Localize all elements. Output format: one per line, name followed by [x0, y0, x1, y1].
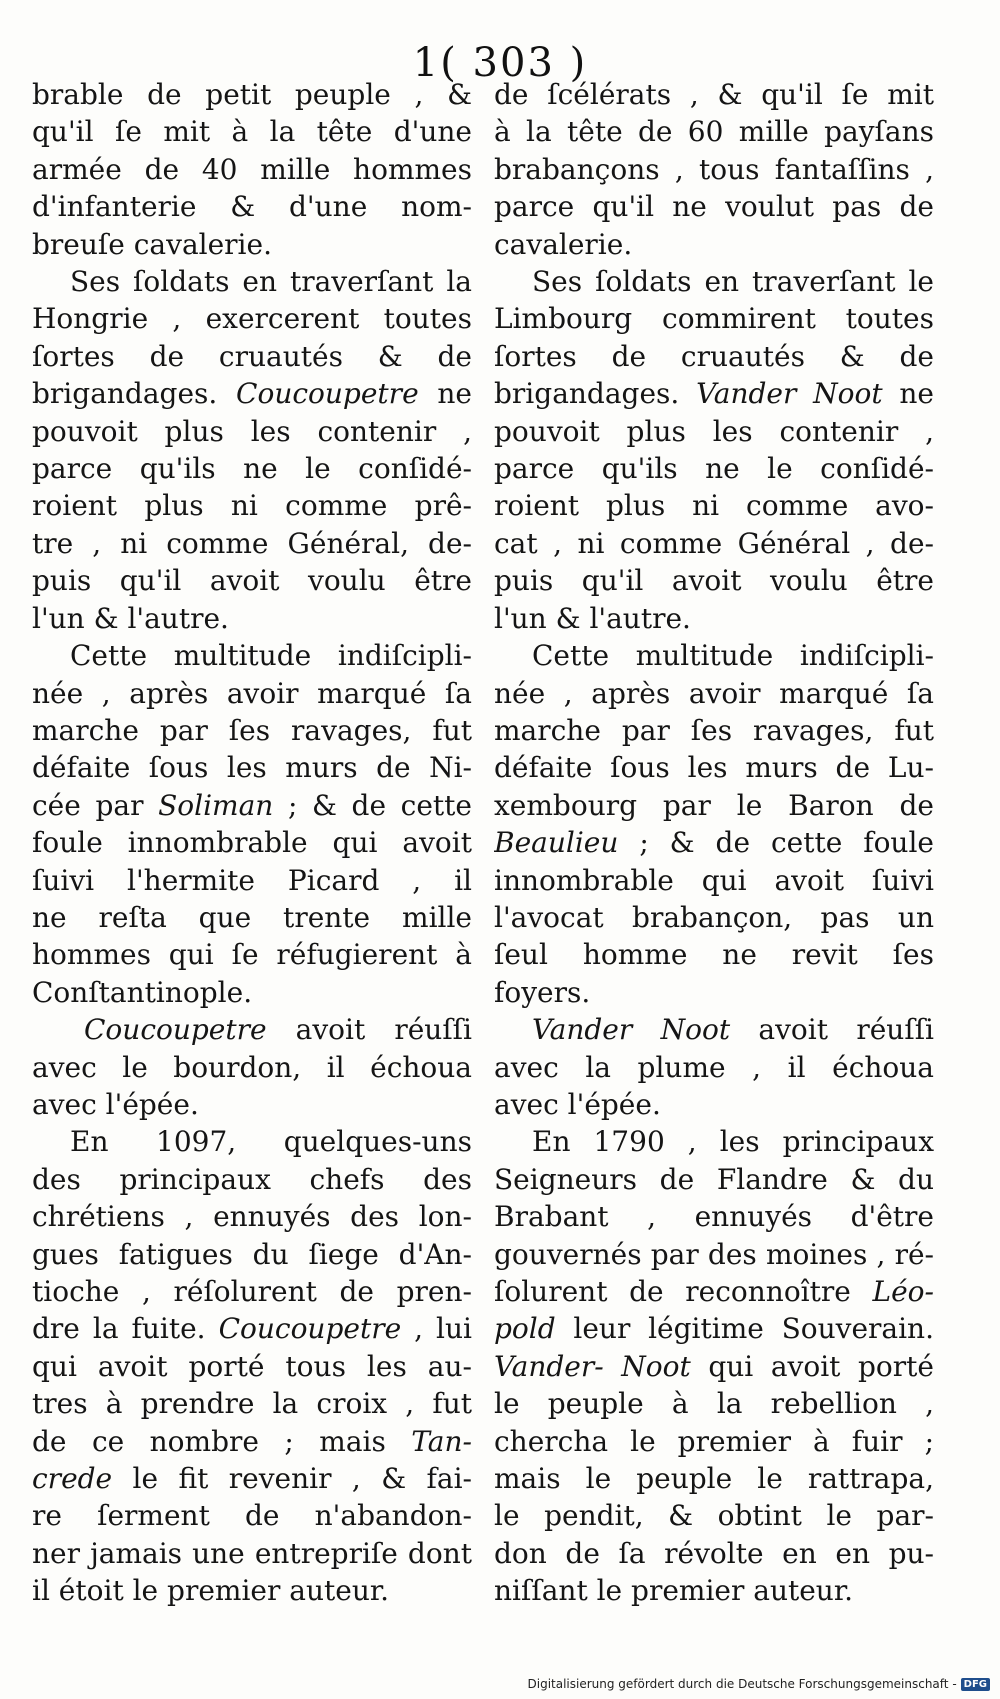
- text-line: roient plus ni comme prê-: [32, 489, 472, 523]
- text-line: ſeul homme ne revit ſes: [494, 938, 934, 972]
- text-line: le pendit, & obtint le par-: [494, 1499, 934, 1533]
- footer: [528, 1677, 991, 1691]
- paragraph: [494, 1123, 934, 1609]
- text-line: brigandages. Coucoupetre ne: [32, 377, 472, 411]
- text-line: défaite ſous les murs de Ni-: [32, 751, 472, 785]
- text-line: Ses ſoldats en traverſant le: [532, 265, 934, 299]
- text-line: innombrable qui avoit ſuivi: [494, 863, 934, 897]
- text-line: ſolurent de reconnoître Léo-: [494, 1275, 934, 1308]
- text-line: Brabant , ennuyés d'être: [494, 1200, 934, 1234]
- text-line: l'un & l'autre.: [32, 601, 229, 635]
- text-line: pouvoit plus les contenir ,: [32, 414, 472, 448]
- text-line: don de ſa révolte en en pu-: [494, 1536, 934, 1570]
- text-line: défaite ſous les murs de Lu-: [494, 751, 934, 785]
- text-line: ne reſta que trente mille: [32, 900, 472, 934]
- text-line: Vander- Noot qui avoit porté: [494, 1349, 934, 1383]
- text-line: marche par ſes ravages, fut: [32, 713, 472, 747]
- paragraph: [32, 76, 472, 263]
- text-line: xembourg par le Baron de: [494, 788, 934, 822]
- text-line: qu'il ſe mit à la tête d'une: [32, 115, 472, 149]
- text-line: Cette multitude indiſcipli-: [532, 639, 934, 673]
- text-line: avec l'épée.: [494, 1087, 661, 1121]
- text-line: avec l'épée.: [32, 1087, 199, 1121]
- text-line: Ses ſoldats en traverſant la: [70, 265, 472, 299]
- text-line: niſſant le premier auteur.: [494, 1574, 854, 1608]
- text-line: il étoit le premier auteur.: [32, 1574, 390, 1608]
- text-line: gues fatigues du ſiege d'An-: [32, 1237, 472, 1271]
- paragraph: [494, 263, 934, 637]
- text-line: re ſerment de n'abandon-: [32, 1499, 472, 1533]
- paragraph: [494, 76, 934, 263]
- text-line: ſortes de cruautés & de: [32, 339, 472, 373]
- text-line: le peuple à la rebellion ,: [494, 1387, 934, 1421]
- text-line: Vander Noot avoit réuſſi: [532, 1013, 934, 1047]
- text-line: gouvernés par des moines , ré-: [494, 1237, 934, 1271]
- text-line: chercha le premier à fuir ;: [494, 1424, 934, 1458]
- text-line: roient plus ni comme avo-: [494, 489, 934, 523]
- paragraph: [32, 1123, 472, 1609]
- paragraph: [32, 1011, 472, 1123]
- text-line: parce qu'il ne voulut pas de: [494, 190, 934, 224]
- text-line: foyers.: [494, 975, 591, 1009]
- text-line: En 1790 , les principaux: [532, 1125, 934, 1159]
- text-line: l'avocat brabançon, pas un: [494, 900, 934, 934]
- text-line: ner jamais une entrepriſe dont: [32, 1536, 472, 1570]
- left-column: [32, 76, 472, 1616]
- paragraph: [32, 637, 472, 1011]
- paragraph: [494, 637, 934, 1011]
- text-line: Limbourg commirent toutes: [494, 302, 934, 336]
- text-line: de ſcélérats , & qu'il ſe mit: [494, 78, 934, 111]
- text-line: Hongrie , exercerent toutes: [32, 302, 472, 336]
- text-line: ſortes de cruautés & de: [494, 339, 934, 373]
- text-line: breuſe cavalerie.: [32, 227, 272, 261]
- text-line: qui avoit porté tous les au-: [32, 1349, 472, 1383]
- text-line: dre la fuite. Coucoupetre , lui: [32, 1312, 472, 1346]
- text-line: Cette multitude indiſcipli-: [70, 639, 472, 673]
- dfg-logo: DFG: [961, 1678, 990, 1691]
- text-line: pouvoit plus les contenir ,: [494, 414, 934, 448]
- text-line: hommes qui ſe réfugierent à: [32, 938, 472, 972]
- text-line: armée de 40 mille hommes: [32, 152, 472, 186]
- text-line: l'un & l'autre.: [494, 601, 691, 635]
- text-line: cée par Soliman ; & de cette: [32, 788, 472, 822]
- text-line: de ce nombre ; mais Tan-: [32, 1424, 472, 1458]
- text-line: Seigneurs de Flandre & du: [494, 1162, 934, 1196]
- footer-credit-text: Digitalisierung gefördert durch die Deutsche Forschungsgemeinschaft -: [527, 1677, 957, 1691]
- text-line: avec la plume , il échoua: [494, 1050, 934, 1084]
- text-line: tres à prendre la croix , fut: [32, 1387, 472, 1421]
- paragraph: [32, 263, 472, 637]
- text-line: née , après avoir marqué ſa: [494, 676, 934, 710]
- text-line: née , après avoir marqué ſa: [32, 676, 472, 710]
- text-line: brable de petit peuple , &: [32, 78, 472, 111]
- text-line: crede le fit revenir , & fai-: [32, 1462, 472, 1496]
- text-line: tre , ni comme Général, de-: [32, 526, 472, 560]
- text-line: foule innombrable qui avoit: [32, 826, 472, 860]
- text-line: tioche , réſolurent de pren-: [32, 1275, 472, 1308]
- text-line: avec le bourdon, il échoua: [32, 1050, 472, 1084]
- page-number: 1( 303 ): [412, 40, 588, 86]
- text-line: ſuivi l'hermite Picard , il: [32, 863, 472, 897]
- text-line: d'infanterie & d'une nom-: [32, 190, 472, 224]
- right-column: [494, 76, 934, 1616]
- text-line: Beaulieu ; & de cette foule: [494, 826, 934, 860]
- text-line: parce qu'ils ne le conſidé-: [494, 452, 934, 486]
- text-line: à la tête de 60 mille payſans: [494, 115, 934, 149]
- text-line: Coucoupetre avoit réuſſi: [84, 1013, 472, 1047]
- paragraph: [494, 1011, 934, 1123]
- text-line: mais le peuple le rattrapa,: [494, 1462, 934, 1496]
- text-line: En 1097, quelques-uns: [70, 1125, 472, 1159]
- text-line: brabançons , tous fantaſſins ,: [494, 152, 934, 186]
- text-line: cat , ni comme Général , de-: [494, 526, 934, 560]
- text-line: puis qu'il avoit voulu être: [32, 564, 472, 598]
- text-line: pold leur légitime Souverain.: [494, 1312, 934, 1346]
- text-line: cavalerie.: [494, 227, 633, 261]
- text-line: Conſtantinople.: [32, 975, 253, 1009]
- text-line: marche par ſes ravages, fut: [494, 713, 934, 747]
- text-line: puis qu'il avoit voulu être: [494, 564, 934, 598]
- text-line: parce qu'ils ne le conſidé-: [32, 452, 472, 486]
- text-line: des principaux chefs des: [32, 1162, 472, 1196]
- text-line: chrétiens , ennuyés des lon-: [32, 1200, 472, 1234]
- text-line: brigandages. Vander Noot ne: [494, 377, 934, 411]
